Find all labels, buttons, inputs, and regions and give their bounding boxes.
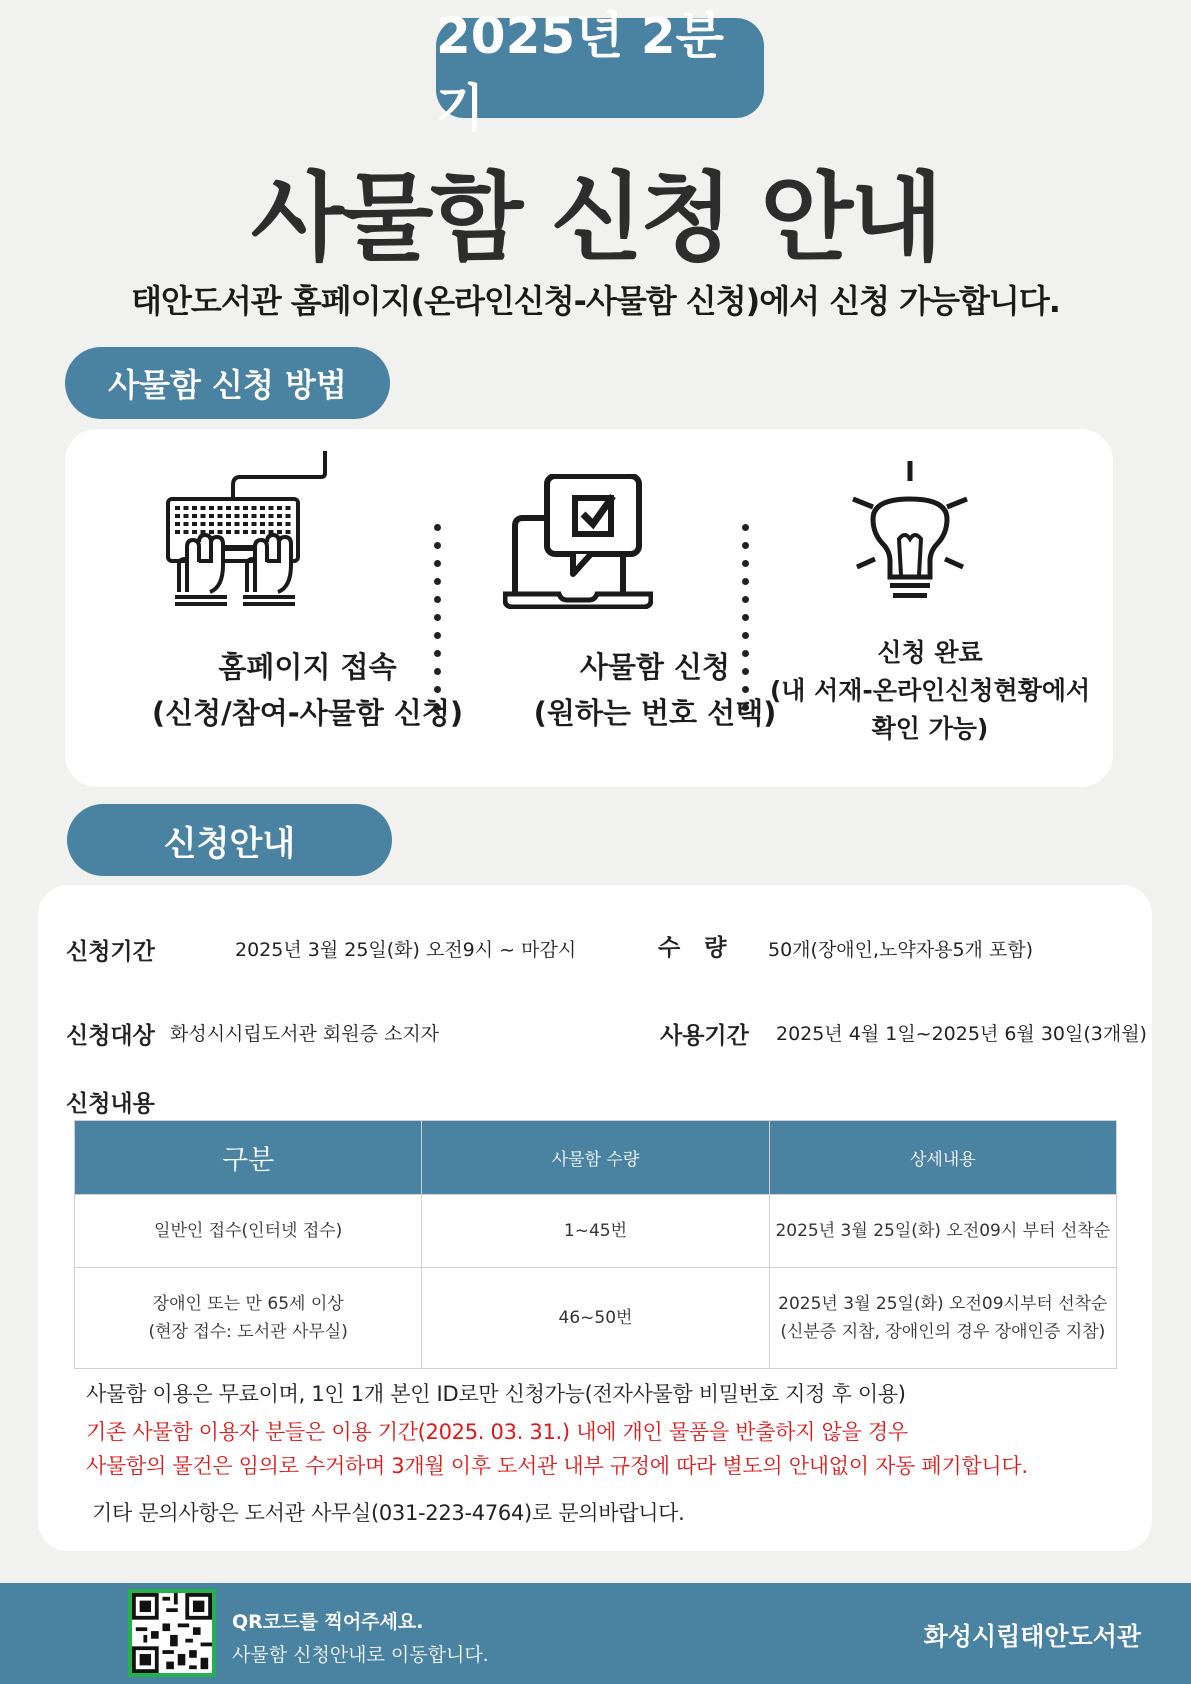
footer bbox=[0, 1583, 1191, 1684]
qr-title: QR코드를 찍어주세요. bbox=[232, 1611, 424, 1633]
cell-detail: 2025년 3월 25일(화) 오전09시 부터 선착순 bbox=[769, 1195, 1116, 1268]
cell-category: 일반인 접수(인터넷 접수) bbox=[75, 1195, 422, 1268]
step-homepage: 홈페이지 접속 (신청/참여-사물함 신청) bbox=[151, 650, 464, 730]
period-value: 2025년 3월 25일(화) 오전9시 ~ 마감시 bbox=[235, 939, 577, 961]
cell-count: 46~50번 bbox=[422, 1268, 769, 1369]
quantity-label: 수 량 bbox=[658, 935, 727, 961]
period-label: 신청기간 bbox=[66, 939, 155, 965]
step-complete: 신청 완료 (내 서재-온라인신청현황에서 확인 가능) bbox=[769, 638, 1091, 743]
table-row bbox=[75, 1268, 1117, 1369]
table-header-detail: 상세내용 bbox=[769, 1121, 1116, 1195]
quarter-badge: 2025년 2분기 bbox=[436, 18, 764, 118]
page-title: 사물함 신청 안내 bbox=[251, 162, 940, 274]
contact-note: 기타 문의사항은 도서관 사무실(031-223-4764)로 문의바랍니다. bbox=[92, 1501, 685, 1525]
usage-label: 사용기간 bbox=[660, 1023, 749, 1049]
lightbulb-icon bbox=[835, 459, 985, 609]
warning-line-2: 사물함의 물건은 임의로 수거하며 3개월 이후 도서관 내부 규정에 따라 별도의 안내없이 자동 폐기합니다. bbox=[86, 1454, 1028, 1478]
table-header-count: 사물함 수량 bbox=[422, 1121, 769, 1195]
table-row bbox=[75, 1195, 1117, 1268]
page-subtitle: 태안도서관 홈페이지(온라인신청-사물함 신청)에서 신청 가능합니다. bbox=[131, 282, 1060, 320]
table-header-category: 구분 bbox=[75, 1121, 422, 1195]
usage-note: 사물함 이용은 무료이며, 1인 1개 본인 ID로만 신청가능(전자사물함 비밀번호 지정 후 이용) bbox=[86, 1382, 906, 1406]
locker-table bbox=[74, 1120, 1117, 1369]
qr-code-icon[interactable] bbox=[128, 1589, 216, 1677]
target-label: 신청대상 bbox=[66, 1023, 155, 1049]
library-name: 화성시립태안도서관 bbox=[923, 1622, 1141, 1651]
method-heading: 사물함 신청 방법 bbox=[65, 347, 390, 419]
step-apply: 사물함 신청 (원하는 번호 선택) bbox=[533, 650, 777, 730]
info-card bbox=[38, 885, 1152, 1551]
info-heading: 신청안내 bbox=[67, 804, 392, 876]
method-card bbox=[65, 429, 1113, 787]
qr-description: 사물함 신청안내로 이동합니다. bbox=[232, 1644, 489, 1666]
cell-detail: 2025년 3월 25일(화) 오전09시부터 선착순 (신분증 지참, 장애인의 경우 장애인증 지참) bbox=[769, 1268, 1116, 1369]
warning-line-1: 기존 사물함 이용자 분들은 이용 기간(2025. 03. 31.) 내에 개인 물품을 반출하지 않을 경우 bbox=[86, 1420, 908, 1444]
keyboard-typing-icon bbox=[165, 447, 340, 607]
target-value: 화성시시립도서관 회원증 소지자 bbox=[170, 1023, 440, 1045]
cell-category: 장애인 또는 만 65세 이상 (현장 접수: 도서관 사무실) bbox=[75, 1268, 422, 1369]
content-label: 신청내용 bbox=[66, 1091, 155, 1117]
cell-count: 1~45번 bbox=[422, 1195, 769, 1268]
quantity-value: 50개(장애인,노약자용5개 포함) bbox=[768, 939, 1034, 961]
laptop-checkbox-icon bbox=[503, 474, 653, 609]
usage-value: 2025년 4월 1일~2025년 6월 30일(3개월) bbox=[776, 1023, 1147, 1045]
